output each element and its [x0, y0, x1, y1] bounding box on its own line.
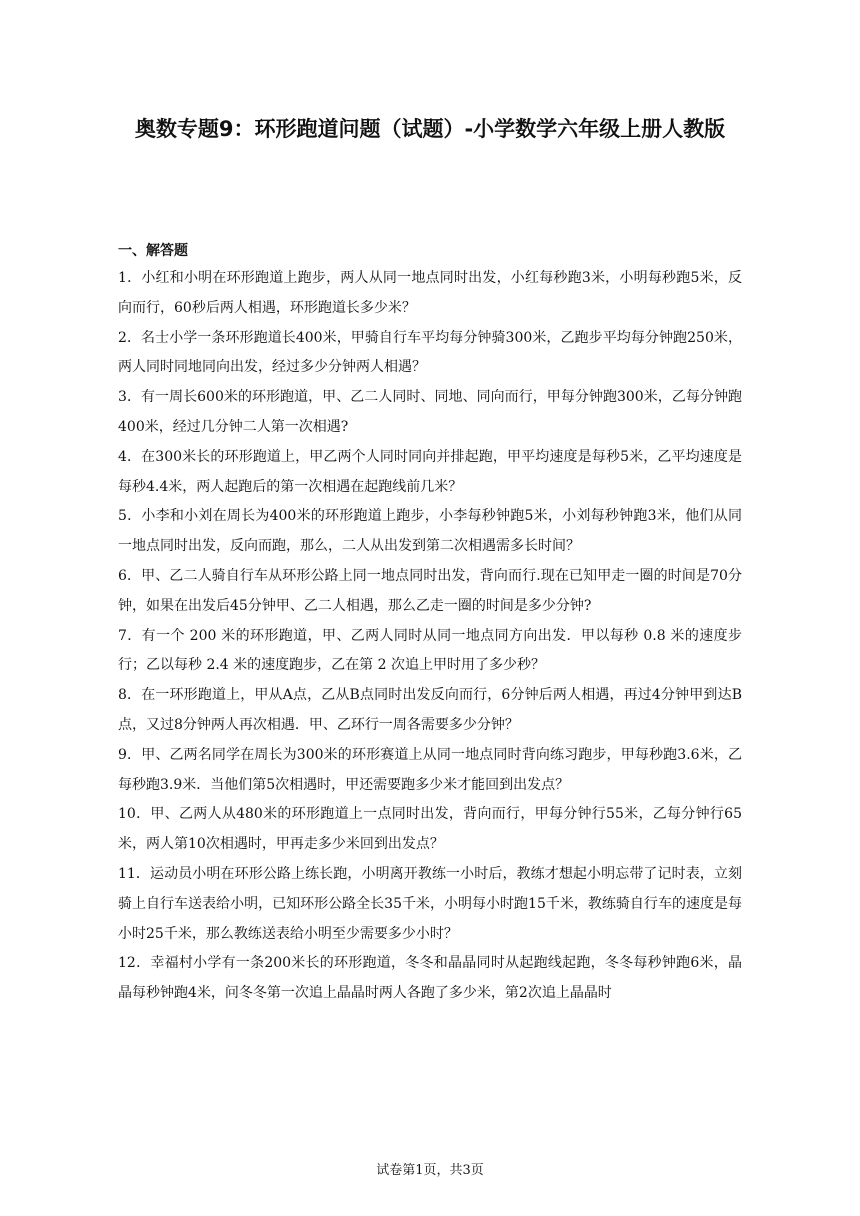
question-item: 6．甲、乙二人骑自行车从环形公路上同一地点同时出发，背向而行.现在已知甲走一圈的时间是70分钟，如果在出发后45分钟甲、乙二人相遇，那么乙走一圈的时间是多少分钟?	[118, 567, 742, 614]
page-title: 奥数专题9：环形跑道问题（试题）-小学数学六年级上册人教版	[134, 117, 726, 141]
question-list	[118, 264, 742, 1009]
question-item: 3．有一周长600米的环形跑道，甲、乙二人同时、同地、同向而行，甲每分钟跑300米，乙每分钟跑400米，经过几分钟二人第一次相遇?	[118, 389, 742, 435]
question-item: 9．甲、乙两名同学在周长为300米的环形赛道上从同一地点同时背向练习跑步，甲每秒跑3.6米，乙每秒跑3.9米．当他们第5次相遇时，甲还需要跑多少米才能回到出发点？	[118, 746, 742, 793]
question-item: 8．在一环形跑道上，甲从A点，乙从B点同时出发反向而行，6分钟后两人相遇，再过4分钟甲到达B点，又过8分钟两人再次相遇．甲、乙环行一周各需要多少分钟？	[118, 687, 742, 733]
question-item: 5．小李和小刘在周长为400米的环形跑道上跑步，小李每秒钟跑5米，小刘每秒钟跑3米，他们从同一地点同时出发，反向而跑，那么，二人从出发到第二次相遇需多长时间？	[118, 508, 742, 555]
page-footer: 试卷第1页，共3页	[376, 1163, 484, 1178]
section-heading: 一、解答题	[118, 243, 188, 259]
question-item: 11．运动员小明在环形公路上练长跑，小明离开教练一小时后，教练才想起小明忘带了记时表，立刻骑上自行车送表给小明，已知环形公路全长35千米，小明每小时跑15千米，教练骑自行车的速度是每小时25千米，那么教练送表给小明至少需要多少小时？	[118, 865, 742, 942]
answer-section	[118, 240, 742, 1009]
question-item: 7．有一个 200 米的环形跑道，甲、乙两人同时从同一地点同方向出发．甲以每秒 0.8 米的速度步行；乙以每秒 2.4 米的速度跑步，乙在第 2 次追上甲时用了多少秒？	[118, 627, 742, 674]
question-item: 12．幸福村小学有一条200米长的环形跑道，冬冬和晶晶同时从起跑线起跑，冬冬每秒钟跑6米，晶晶每秒钟跑4米，问冬冬第一次追上晶晶时两人各跑了多少米，第2次追上晶晶时	[118, 955, 742, 1002]
question-item: 2．名士小学一条环形跑道长400米，甲骑自行车平均每分钟骑300米，乙跑步平均每分钟跑250米，两人同时同地同向出发，经过多少分钟两人相遇？	[118, 329, 742, 376]
question-item: 4．在300米长的环形跑道上，甲乙两个人同时同向并排起跑，甲平均速度是每秒5米，乙平均速度是每秒4.4米，两人起跑后的第一次相遇在起跑线前几米？	[118, 448, 742, 495]
question-item: 10．甲、乙两人从480米的环形跑道上一点同时出发，背向而行，甲每分钟行55米，乙每分钟行65米，两人第10次相遇时，甲再走多少米回到出发点？	[118, 806, 742, 853]
question-item: 1．小红和小明在环形跑道上跑步，两人从同一地点同时出发，小红每秒跑3米，小明每秒跑5米，反向而行，60秒后两人相遇，环形跑道长多少米？	[118, 270, 742, 316]
